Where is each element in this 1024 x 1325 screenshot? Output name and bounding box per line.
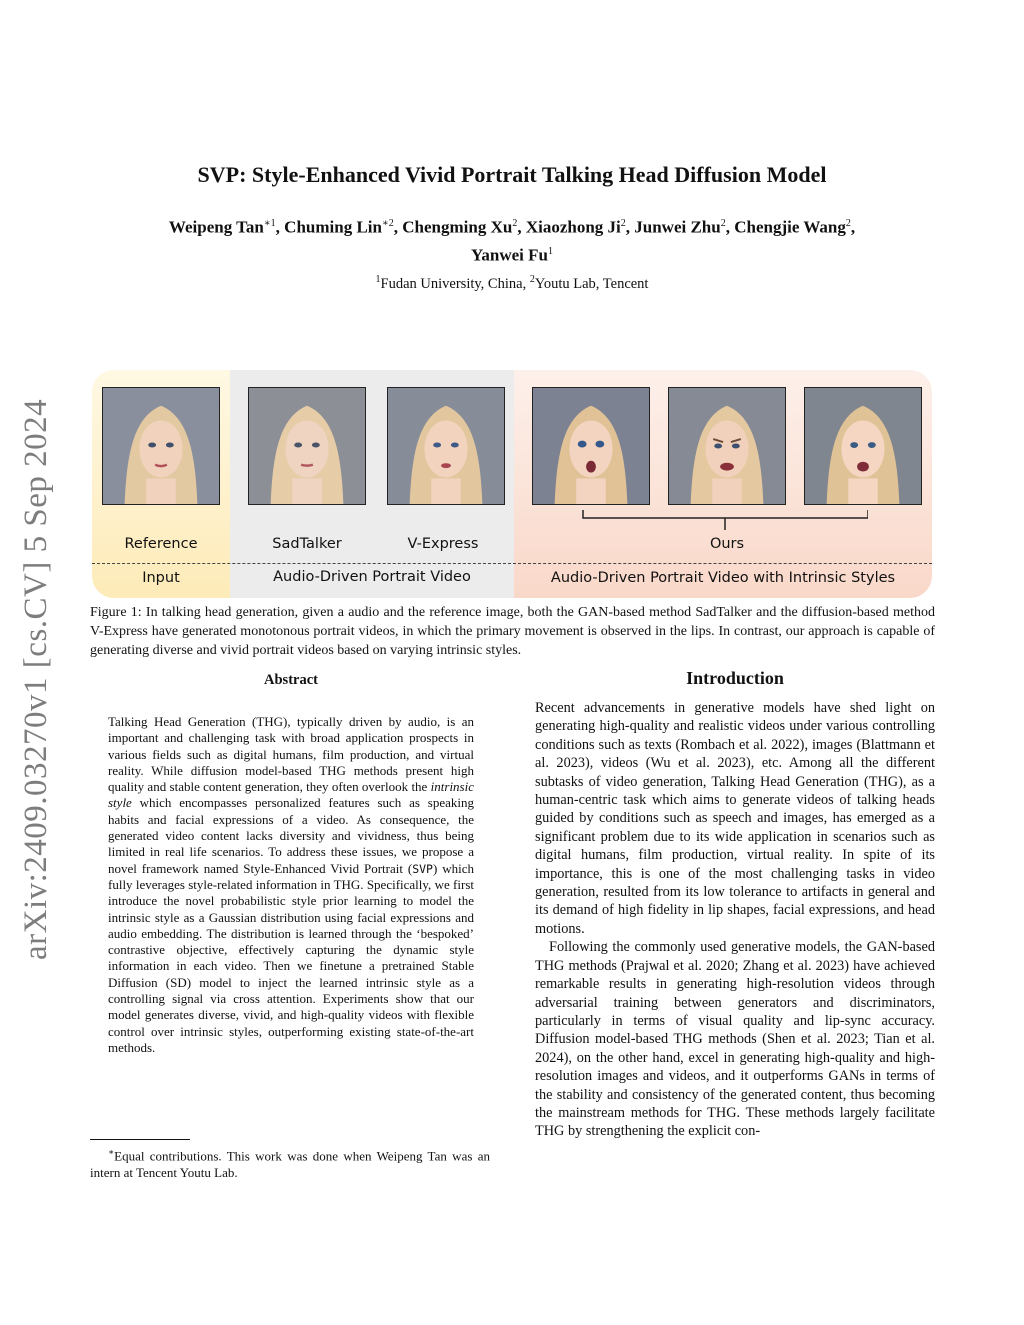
author-mark: 2 xyxy=(512,218,518,229)
abstract-code: SVP xyxy=(412,861,433,876)
introduction-text xyxy=(535,699,935,1141)
footnote-text: Equal contributions. This work was done when Weipeng Tan was an intern at Tencent Youtu Lab. xyxy=(90,1148,490,1181)
label-audio-driven: Audio-Driven Portrait Video xyxy=(273,569,471,585)
author-name: Yanwei Fu xyxy=(471,245,548,265)
sadtalker-portrait xyxy=(248,387,366,505)
ours-portrait-1 xyxy=(532,387,650,505)
author-mark: 2 xyxy=(720,218,726,229)
reference-portrait xyxy=(102,387,220,505)
footnote-mark: ∗ xyxy=(108,1147,115,1157)
abstract-part-a: Talking Head Generation (THG), typically driven by audio, is an important and challenging task with broad application prospects in various fields such as digital humans, film production, and virtual reality. While diffusion model-based THG methods present high quality and stable content generation, they often overlook the xyxy=(108,714,474,795)
label-input: Input xyxy=(142,570,180,586)
paper-title: SVP: Style-Enhanced Vivid Portrait Talking Head Diffusion Model xyxy=(197,162,827,187)
abstract-part-c: ) which fully leverages style-related information in THG. Specifically, we first introduce the novel probabilistic style prior learning to model the intrinsic style as a Gaussian distribution using facial expressions and audio embedding. The distribution is learned through the ‘bespoked’ contrastive objective, effectively capturing the dynamic style information in each video. Then we finetune a pretrained Stable Diffusion (SD) model to inject the learned intrinsic style as a controlling signal via cross attention. Experiments show that our model generates diverse, vivid, and high-quality videos with flexible control over intrinsic styles, outperforming existing state-of-the-art methods. xyxy=(108,860,474,1055)
author-name: Chengjie Wang xyxy=(734,217,846,237)
figure-divider xyxy=(92,563,932,564)
author-mark: 2 xyxy=(845,218,851,229)
ours-bracket xyxy=(582,508,868,532)
author-name: Chuming Lin xyxy=(284,217,382,237)
abstract-emphasis: intrinsic style xyxy=(108,779,474,811)
affiliations xyxy=(80,270,944,294)
intro-paragraph-2: Following the commonly used generative models, the GAN-based THG methods (Prajwal et al. 2020; Zhang et al. 2023) have achieved remarkable results in generating high-resolution videos through adversarial training between generators and discriminators, particularly in terms of visual quality and lip-sync accuracy. Diffusion model-based THG methods (Shen et al. 2023; Tian et al. 2024), on the other hand, excel in generating high-quality and high-resolution images and videos, and it outperforms GANs in terms of the stability and consistency of the generated content, thus becoming the mainstream methods for THG. These methods largely facilitate THG by strengthening the explicit con- xyxy=(535,939,935,1140)
affiliation-mark: 1 xyxy=(375,274,381,285)
affiliation-mark: 2 xyxy=(529,274,535,285)
footnote xyxy=(90,1144,490,1181)
author-name: Junwei Zhu xyxy=(634,217,721,237)
affiliation-name: Fudan University, China, xyxy=(380,275,527,292)
arxiv-identifier: arXiv:2409.03270v1 [cs.CV] 5 Sep 2024 xyxy=(18,398,54,960)
abstract-text xyxy=(108,714,474,1056)
label-vexpress: V-Express xyxy=(407,536,479,552)
footnote-rule xyxy=(90,1139,190,1140)
label-reference: Reference xyxy=(124,536,198,552)
intro-paragraph-1: Recent advancements in generative models have shed light on generating high-quality and realistic videos under various controlling conditions such as texts (Rombach et al. 2022), images (Blattmann et al. 2023), videos (Wu et al. 2023), etc. Among all the different subtasks of video generation, Talking Head Generation (THG), as a human-centric task which aims to generate videos of talking heads guided by conditions such as speech and images, has emerged as a significant problem due to its wide application in scenarios such as digital humans, film production, virtual reality. In spite of its importance, this is one of the most challenging tasks in video generation, resulted from its low tolerance to artifacts in general and its demand of high fidelity in lip shapes, facial expressions, and head motions. xyxy=(535,700,935,937)
figure-1 xyxy=(92,370,932,598)
figure-caption: Figure 1: In talking head generation, given a audio and the reference image, both the GAN-based method SadTalker and the diffusion-based method V-Express have generated monotonous portrait videos, in which the primary movement is observed in the lips. In contrast, our approach is capable of generating diverse and vivid portrait videos based on varying intrinsic styles. xyxy=(90,605,935,658)
author-name: Chengming Xu xyxy=(402,217,513,237)
affiliation-name: Youtu Lab, Tencent xyxy=(534,275,649,292)
author-name: Weipeng Tan xyxy=(168,217,264,237)
vexpress-portrait xyxy=(387,387,505,505)
label-ours: Ours xyxy=(709,536,745,552)
abstract-part-b: which encompasses personalized features such as speaking habits and facial expressions of a video. As consequence, the generated video content lacks diversity and vividness, thus being limited in real life scenarios. To address these issues, we propose a novel framework named Style-Enhanced Vivid Portrait ( xyxy=(108,795,474,876)
introduction-heading: Introduction xyxy=(686,668,784,688)
author-list: Weipeng Tan$^{∗1}$, Chuming Lin$^{∗2}$, Chengming Xu$^2$, Xiaozhong Ji$^2$, Junwei Zhu$^2$, Chengjie Wang$^2$, Yanwei Fu$^1$ xyxy=(168,217,856,265)
author-mark: 2 xyxy=(620,218,626,229)
abstract-heading: Abstract xyxy=(264,672,318,688)
label-audio-driven-styles: Audio-Driven Portrait Video with Intrinsic Styles xyxy=(550,570,896,586)
author-mark: ∗1 xyxy=(263,218,276,229)
author-mark: ∗2 xyxy=(381,218,394,229)
ours-portrait-3 xyxy=(804,387,922,505)
author-mark: 1 xyxy=(547,245,553,257)
label-sadtalker: SadTalker xyxy=(272,536,342,552)
author-name: Xiaozhong Ji xyxy=(525,217,621,237)
ours-portrait-2 xyxy=(668,387,786,505)
